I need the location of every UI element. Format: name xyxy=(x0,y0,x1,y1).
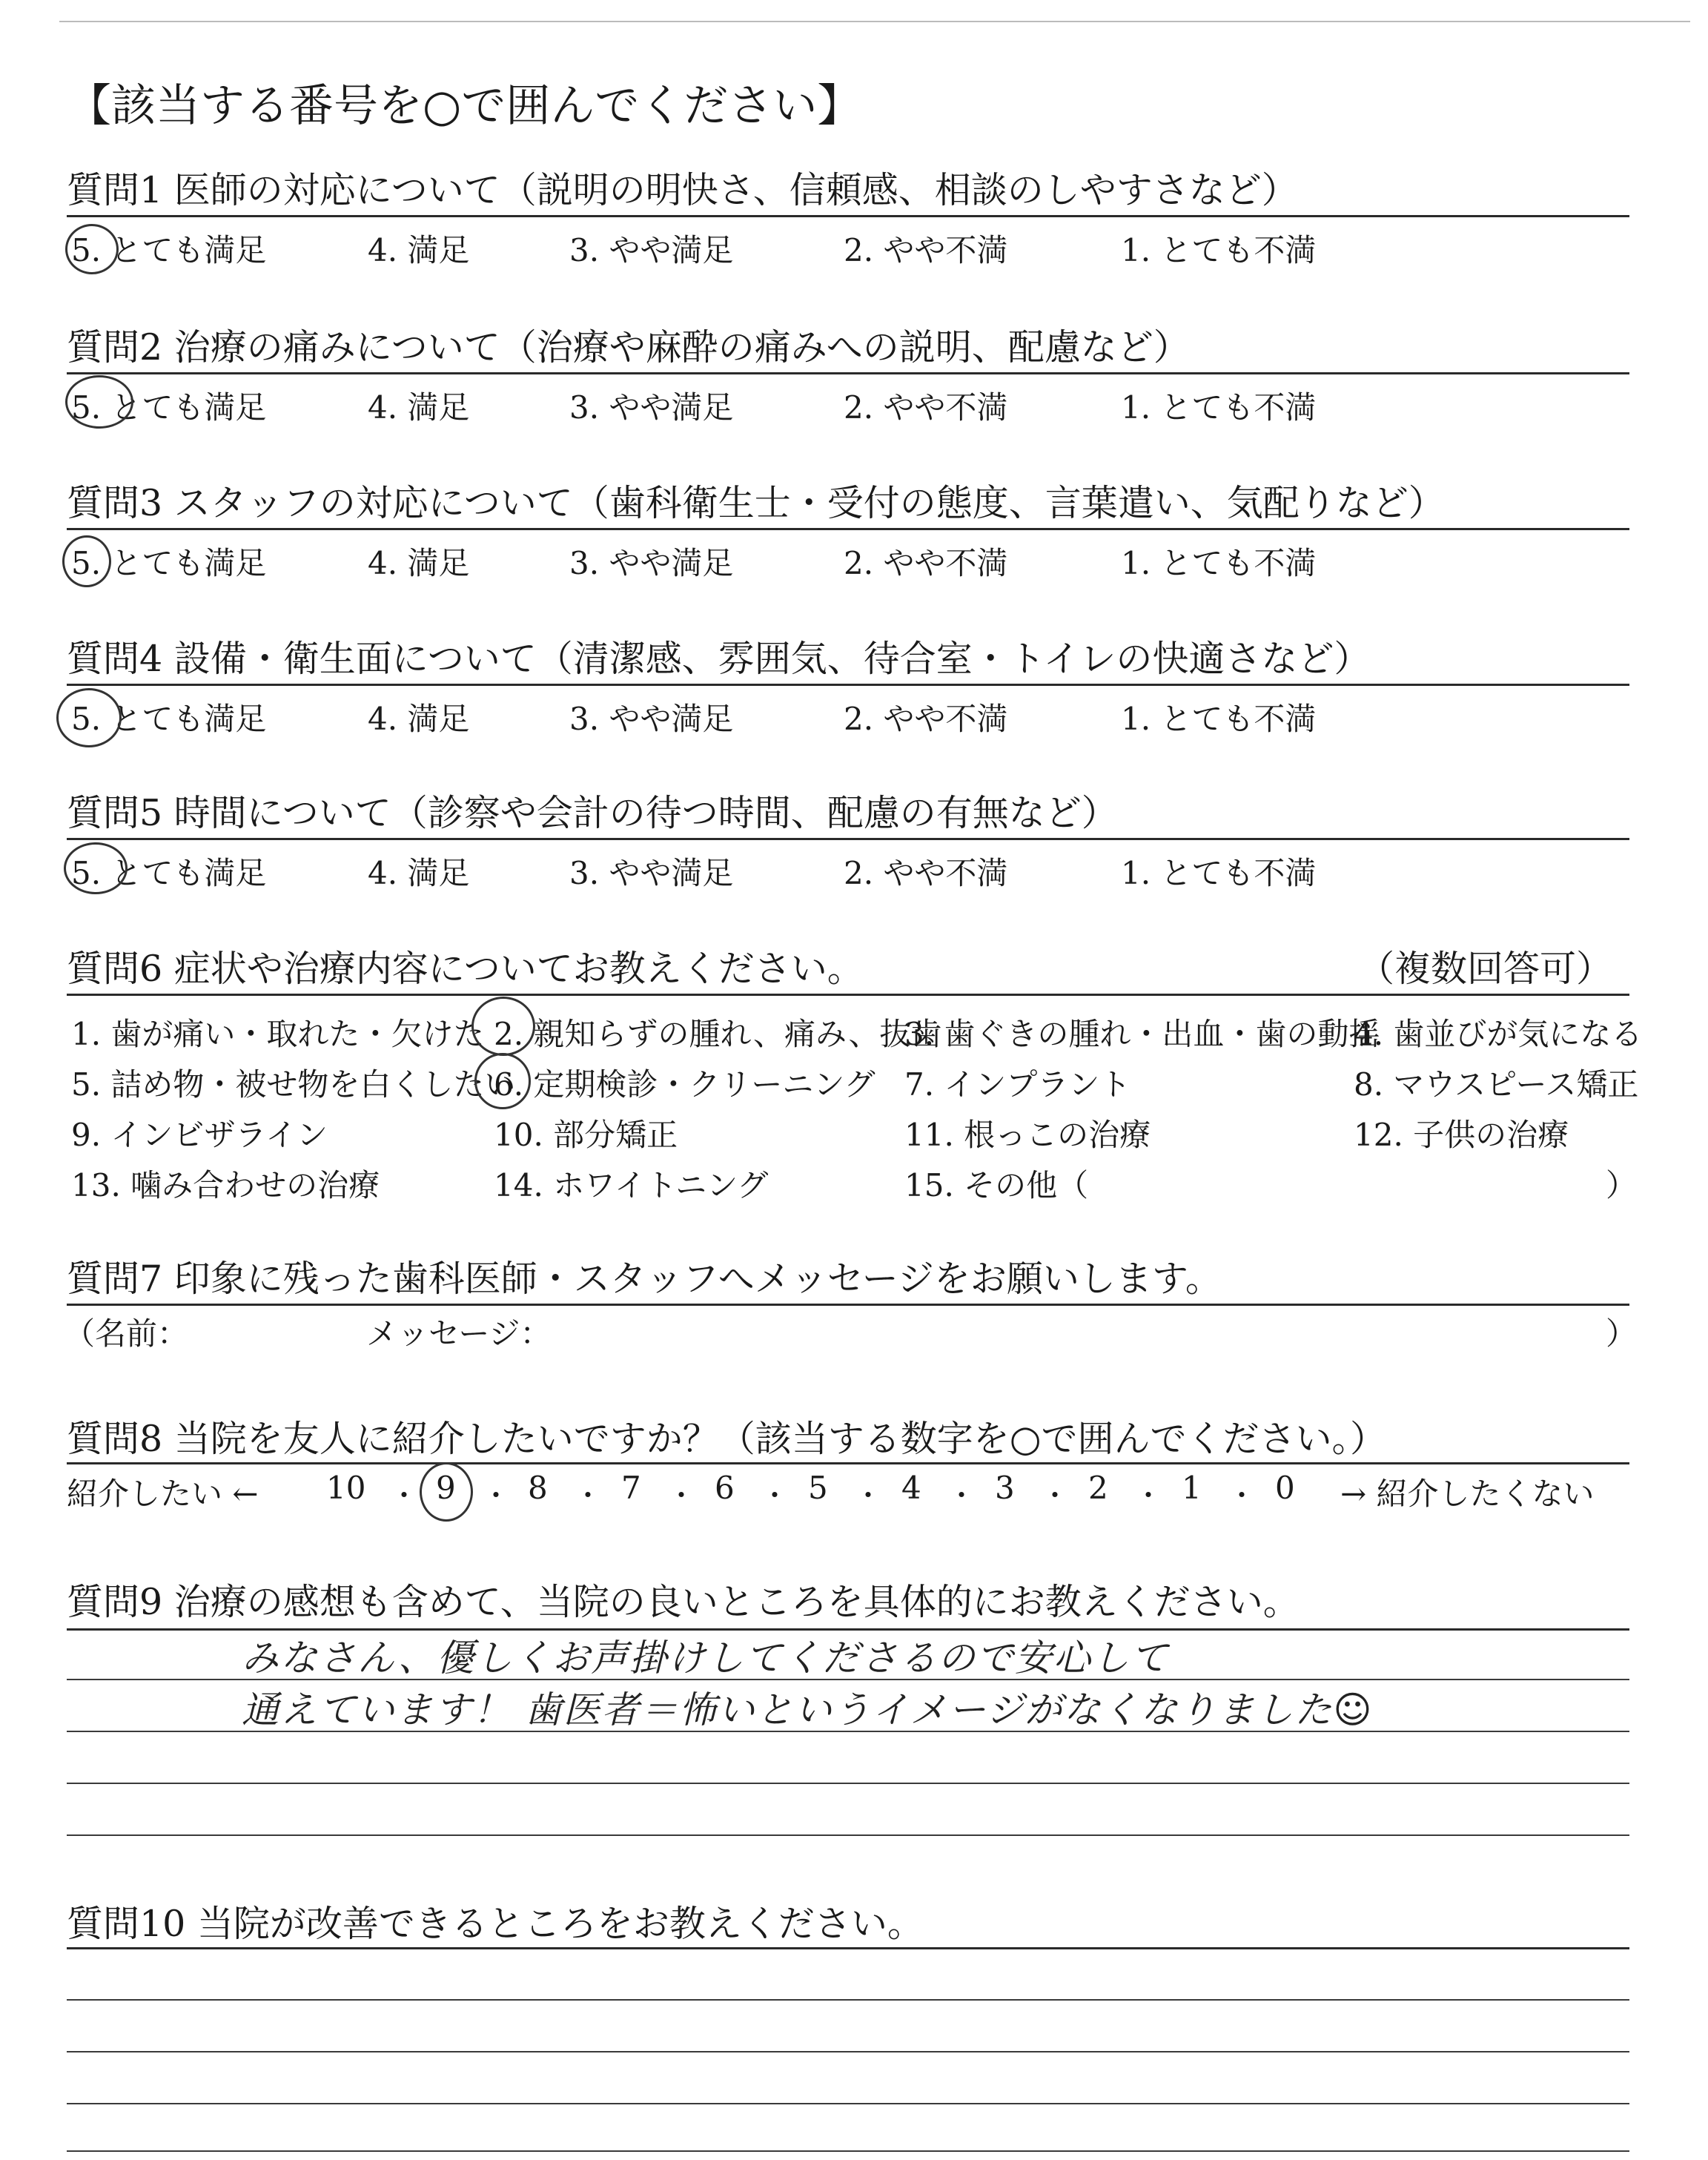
q6-item-15[interactable]: 15. その他（ xyxy=(904,1167,1089,1203)
q1-title: 質問1 医師の対応について（説明の明快さ、信頼感、相談のしやすさなど） xyxy=(67,169,1298,211)
q3-title: 質問3 スタッフの対応について（歯科衛生士・受付の態度、言葉遣い、気配りなど） xyxy=(67,482,1445,524)
q1-rule xyxy=(67,215,1629,217)
q4-option-1[interactable]: 1. とても不満 xyxy=(1121,701,1317,737)
q8-sep: ・ xyxy=(667,1479,696,1512)
q8-scale-1[interactable]: 1 xyxy=(1182,1470,1202,1506)
q6-rule xyxy=(67,994,1629,996)
q6-item-2[interactable]: 2. 親知らずの腫れ、痛み、抜歯 xyxy=(494,1016,942,1052)
q1-option-5[interactable]: 5. とても満足 xyxy=(71,232,267,268)
q10-answer-line xyxy=(67,2051,1629,2052)
q8-title: 質問8 当院を友人に紹介したいですか？（該当する数字を○で囲んでください。） xyxy=(67,1418,1387,1460)
q8-scale-6[interactable]: 6 xyxy=(715,1470,735,1506)
q6-selection-circle-2 xyxy=(471,997,535,1056)
q8-scale-3[interactable]: 3 xyxy=(995,1470,1015,1506)
q4-rule xyxy=(67,684,1629,686)
q2-option-5[interactable]: 5. とても満足 xyxy=(71,389,267,426)
q2-option-1[interactable]: 1. とても不満 xyxy=(1121,389,1317,426)
q8-sep: ・ xyxy=(390,1479,419,1512)
q9-handwritten-answer-2: 通えています！ 歯医者＝怖いというイメージがなくなりました☺ xyxy=(242,1688,1374,1731)
q3-rule xyxy=(67,528,1629,530)
q5-selection-circle xyxy=(64,842,128,894)
q5-option-4[interactable]: 4. 満足 xyxy=(368,855,470,891)
q5-rule xyxy=(67,838,1629,840)
q1-option-3[interactable]: 3. やや満足 xyxy=(569,232,734,268)
q8-scale-5[interactable]: 5 xyxy=(808,1470,828,1506)
q10-answer-line xyxy=(67,2150,1629,2152)
q4-option-2[interactable]: 2. やや不満 xyxy=(844,701,1008,737)
q4-selection-circle xyxy=(56,688,122,747)
q2-option-3[interactable]: 3. やや満足 xyxy=(569,389,734,426)
q6-item-7[interactable]: 7. インプラント xyxy=(904,1066,1131,1103)
q10-rule xyxy=(67,1947,1629,1949)
q6-item-12[interactable]: 12. 子供の治療 xyxy=(1354,1117,1569,1153)
q6-item-3[interactable]: 3. 歯ぐきの腫れ・出血・歯の動揺 xyxy=(904,1016,1380,1052)
q2-option-2[interactable]: 2. やや不満 xyxy=(844,389,1008,426)
q6-item-14[interactable]: 14. ホワイトニング xyxy=(494,1167,769,1203)
q1-option-4[interactable]: 4. 満足 xyxy=(368,232,470,268)
q8-sep: ・ xyxy=(1228,1479,1257,1512)
q1-option-2[interactable]: 2. やや不満 xyxy=(844,232,1008,268)
q6-item-10[interactable]: 10. 部分矯正 xyxy=(494,1117,678,1153)
q9-handwritten-answer-1: みなさん、優しくお声掛けしてくださるので安心して xyxy=(242,1636,1169,1680)
q9-answer-line xyxy=(67,1834,1629,1836)
q4-option-4[interactable]: 4. 満足 xyxy=(368,701,470,737)
q7-name-label: （名前： xyxy=(64,1315,189,1352)
q10-answer-line xyxy=(67,2103,1629,2104)
q4-option-5[interactable]: 5. とても満足 xyxy=(71,701,267,737)
q8-right-label: → 紹介したくない xyxy=(1340,1476,1595,1512)
q7-rule xyxy=(67,1304,1629,1306)
q6-item-4[interactable]: 4. 歯並びが気になる xyxy=(1354,1016,1643,1052)
q8-scale-4[interactable]: 4 xyxy=(901,1470,921,1506)
q6-item-11[interactable]: 11. 根っこの治療 xyxy=(904,1117,1151,1153)
q8-sep: ・ xyxy=(1041,1479,1070,1512)
q8-sep: ・ xyxy=(761,1479,790,1512)
q8-left-label: 紹介したい ← xyxy=(67,1476,259,1512)
q5-title: 質問5 時間について（診察や会計の待つ時間、配慮の有無など） xyxy=(67,792,1118,834)
q6-item-1[interactable]: 1. 歯が痛い・取れた・欠けた xyxy=(71,1016,485,1052)
q3-selection-circle xyxy=(62,535,111,587)
q8-rule xyxy=(67,1462,1629,1464)
q5-option-3[interactable]: 3. やや満足 xyxy=(569,855,734,891)
q2-rule xyxy=(67,372,1629,374)
q8-sep: ・ xyxy=(1134,1479,1163,1512)
q5-option-5[interactable]: 5. とても満足 xyxy=(71,855,267,891)
q8-scale-7[interactable]: 7 xyxy=(621,1470,641,1506)
q7-title: 質問7 印象に残った歯科医師・スタッフへメッセージをお願いします。 xyxy=(67,1258,1222,1300)
q3-option-2[interactable]: 2. やや不満 xyxy=(844,545,1008,581)
q2-option-4[interactable]: 4. 満足 xyxy=(368,389,470,426)
top-edge-line xyxy=(59,21,1690,22)
q6-title: 質問6 症状や治療内容についてお教えください。 xyxy=(67,948,864,990)
q8-sep: ・ xyxy=(482,1479,511,1512)
q6-item-9[interactable]: 9. インビザライン xyxy=(71,1117,328,1153)
q2-title: 質問2 治療の痛みについて（治療や麻酔の痛みへの説明、配慮など） xyxy=(67,326,1190,369)
q4-option-3[interactable]: 3. やや満足 xyxy=(569,701,734,737)
q3-option-4[interactable]: 4. 満足 xyxy=(368,545,470,581)
q3-option-3[interactable]: 3. やや満足 xyxy=(569,545,734,581)
q9-answer-line xyxy=(67,1783,1629,1784)
q4-title: 質問4 設備・衛生面について（清潔感、雰囲気、待合室・トイレの快適さなど） xyxy=(67,638,1371,680)
q6-item-6[interactable]: 6. 定期検診・クリーニング xyxy=(494,1066,875,1103)
q8-scale-2[interactable]: 2 xyxy=(1088,1470,1108,1506)
q8-sep: ・ xyxy=(947,1479,976,1512)
q10-answer-line xyxy=(67,1999,1629,2001)
q8-scale-10[interactable]: 10 xyxy=(326,1470,366,1506)
q6-item-5[interactable]: 5. 詰め物・被せ物を白くしたい xyxy=(71,1066,516,1103)
q3-option-1[interactable]: 1. とても不満 xyxy=(1121,545,1317,581)
q8-scale-9[interactable]: 9 xyxy=(436,1470,456,1506)
q6-item-13[interactable]: 13. 噛み合わせの治療 xyxy=(71,1167,380,1203)
q6-note: （複数回答可） xyxy=(1358,948,1613,990)
q8-sep: ・ xyxy=(574,1479,603,1512)
q6-item-15-close: ） xyxy=(1606,1167,1638,1203)
q6-item-8[interactable]: 8. マウスピース矯正 xyxy=(1354,1066,1639,1103)
q1-selection-circle xyxy=(65,224,119,274)
q5-option-1[interactable]: 1. とても不満 xyxy=(1121,855,1317,891)
q7-message-label: メッセージ： xyxy=(366,1315,552,1352)
q5-option-2[interactable]: 2. やや不満 xyxy=(844,855,1008,891)
page-heading: 【該当する番号を○で囲んでください】 xyxy=(67,80,862,132)
q8-scale-8[interactable]: 8 xyxy=(528,1470,548,1506)
q8-selection-circle xyxy=(420,1462,473,1522)
q9-title: 質問9 治療の感想も含めて、当院の良いところを具体的にお教えください。 xyxy=(67,1581,1300,1623)
q6-selection-circle-6 xyxy=(474,1053,531,1109)
q7-close-paren: ） xyxy=(1606,1315,1638,1352)
q2-selection-circle xyxy=(65,375,133,429)
q10-title: 質問10 当院が改善できるところをお教えください。 xyxy=(67,1903,924,1945)
q8-scale-0[interactable]: 0 xyxy=(1275,1470,1295,1506)
q3-option-5[interactable]: 5. とても満足 xyxy=(71,545,267,581)
q8-sep: ・ xyxy=(854,1479,883,1512)
q1-option-1[interactable]: 1. とても不満 xyxy=(1121,232,1317,268)
